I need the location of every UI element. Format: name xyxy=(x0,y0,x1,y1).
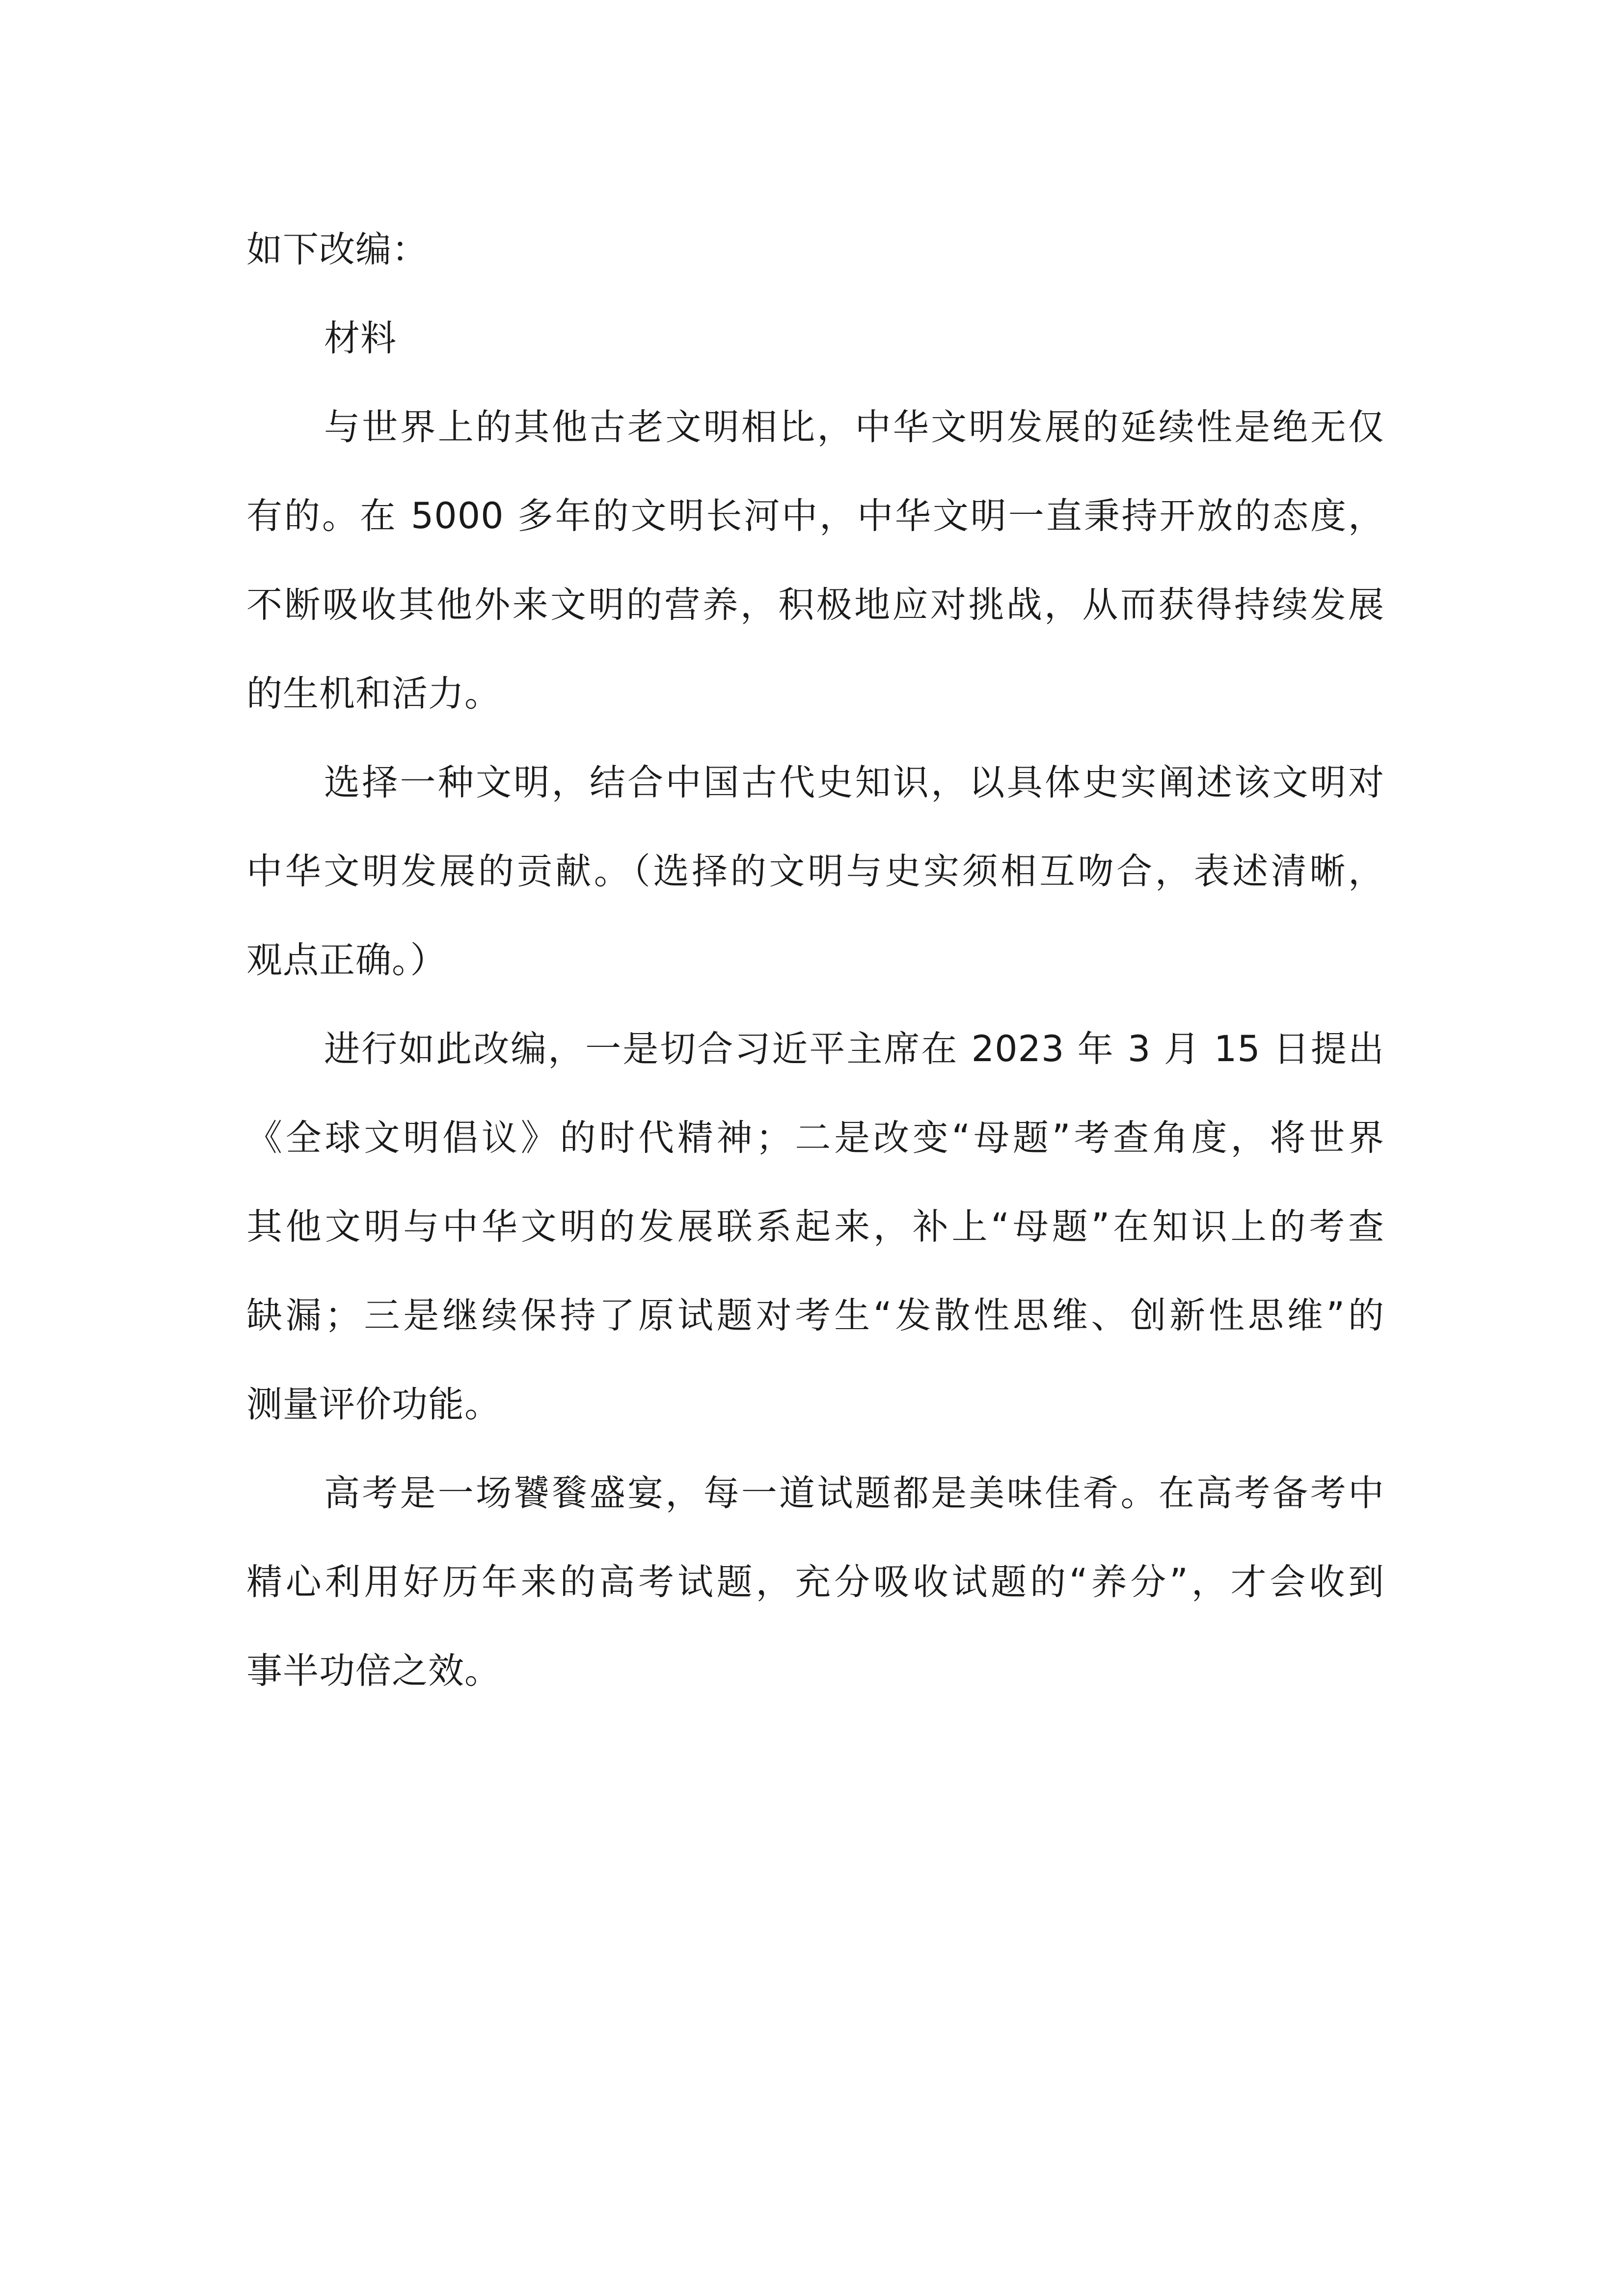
paragraph-line: 高考是一场饕餮盛宴，每一道试题都是美味佳肴。在高考备考中 xyxy=(324,1472,1384,1514)
paragraph-line: 缺漏；三是继续保持了原试题对考生“发散性思维、创新性思维”的 xyxy=(246,1295,1384,1336)
paragraph-line: 测量评价功能。 xyxy=(246,1384,501,1425)
paragraph-line: 的生机和活力。 xyxy=(246,673,501,715)
paragraph-line: 观点正确。） xyxy=(246,939,447,981)
paragraph-line: 选择一种文明，结合中国古代史知识，以具体史实阐述该文明对 xyxy=(324,762,1384,803)
paragraph-line: 不断吸收其他外来文明的营养，积极地应对挑战，从而获得持续发展 xyxy=(246,584,1384,626)
paragraph-line: 进行如此改编，一是切合习近平主席在 2023 年 3 月 15 日提出 xyxy=(324,1028,1384,1070)
paragraph-line: 《全球文明倡议》的时代精神；二是改变“母题”考查角度，将世界 xyxy=(246,1117,1384,1159)
intro-line: 如下改编： xyxy=(246,229,428,270)
paragraph-line: 中华文明发展的贡献。（选择的文明与史实须相互吻合，表述清晰， xyxy=(246,851,1384,892)
paragraph-line: 精心利用好历年来的高考试题，充分吸收试题的“养分”，才会收到 xyxy=(246,1561,1384,1603)
document-body xyxy=(246,205,1384,1715)
paragraph-line: 事半功倍之效。 xyxy=(246,1650,501,1692)
paragraph-line: 其他文明与中华文明的发展联系起来，补上“母题”在知识上的考查 xyxy=(246,1206,1384,1248)
paragraph-line: 与世界上的其他古老文明相比，中华文明发展的延续性是绝无仅 xyxy=(324,406,1384,448)
material-heading: 材料 xyxy=(324,318,397,359)
paragraph-line: 有的。在 5000 多年的文明长河中，中华文明一直秉持开放的态度， xyxy=(246,495,1384,537)
